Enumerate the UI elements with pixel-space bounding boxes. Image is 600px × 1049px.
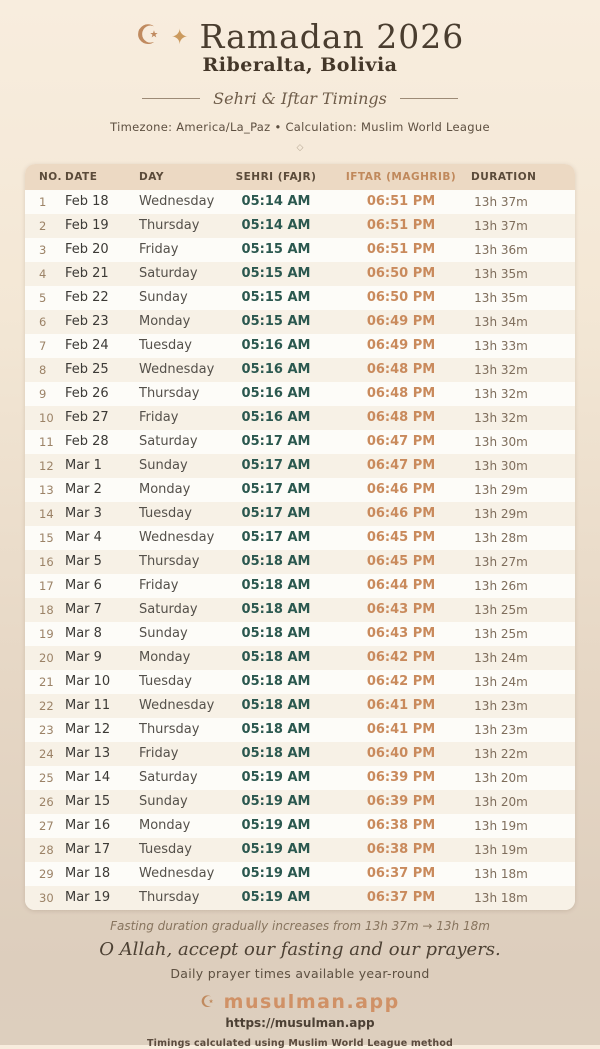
- day-cell: Sunday: [139, 289, 188, 305]
- row-number: 19: [39, 626, 54, 641]
- iftar-time: 06:45 PM: [366, 529, 436, 545]
- table-row: [25, 694, 575, 718]
- date-cell: Feb 21: [65, 265, 109, 281]
- iftar-time: 06:50 PM: [366, 265, 436, 281]
- row-number: 1: [39, 194, 47, 209]
- sehri-time: 05:17 AM: [241, 505, 311, 521]
- iftar-time: 06:46 PM: [366, 481, 436, 497]
- duration-cell: 13h 26m: [474, 578, 528, 593]
- table-row: [25, 598, 575, 622]
- date-cell: Mar 4: [65, 529, 102, 545]
- duration-cell: 13h 20m: [474, 794, 528, 809]
- date-cell: Mar 2: [65, 481, 102, 497]
- date-cell: Mar 18: [65, 865, 111, 881]
- table-row: [25, 646, 575, 670]
- date-cell: Mar 9: [65, 649, 102, 665]
- timings-table: [25, 164, 575, 910]
- date-cell: Feb 18: [65, 193, 109, 209]
- day-cell: Thursday: [139, 721, 200, 737]
- duration-cell: 13h 27m: [474, 554, 528, 569]
- row-number: 12: [39, 458, 54, 473]
- availability-note: Daily prayer times available year-round: [170, 965, 430, 981]
- sehri-time: 05:18 AM: [241, 745, 311, 761]
- day-cell: Sunday: [139, 625, 188, 641]
- dua-text: O Allah, accept our fasting and our prayers.: [99, 938, 501, 960]
- brand-url[interactable]: https://musulman.app: [225, 1015, 375, 1030]
- duration-cell: 13h 18m: [474, 890, 528, 905]
- table-row: [25, 790, 575, 814]
- date-cell: Mar 3: [65, 505, 102, 521]
- row-number: 25: [39, 770, 54, 785]
- sehri-time: 05:18 AM: [241, 577, 311, 593]
- table-row: [25, 742, 575, 766]
- table-row: [25, 526, 575, 550]
- timezone-calculation-meta: Timezone: America/La_Paz • Calculation: Muslim World League: [110, 119, 490, 134]
- date-cell: Mar 12: [65, 721, 111, 737]
- sehri-time: 05:17 AM: [241, 481, 311, 497]
- brand-crescent-icon: ☪: [200, 991, 215, 1011]
- table-row: [25, 190, 575, 214]
- row-number: 24: [39, 746, 54, 761]
- date-cell: Feb 26: [65, 385, 109, 401]
- sehri-time: 05:19 AM: [241, 817, 311, 833]
- iftar-time: 06:49 PM: [366, 313, 436, 329]
- duration-cell: 13h 29m: [474, 506, 528, 521]
- date-cell: Mar 8: [65, 625, 102, 641]
- iftar-time: 06:45 PM: [366, 553, 436, 569]
- sehri-time: 05:14 AM: [241, 193, 311, 209]
- duration-cell: 13h 37m: [474, 218, 528, 233]
- date-cell: Feb 23: [65, 313, 109, 329]
- iftar-time: 06:43 PM: [366, 625, 436, 641]
- sehri-time: 05:18 AM: [241, 721, 311, 737]
- sehri-time: 05:17 AM: [241, 433, 311, 449]
- day-cell: Friday: [139, 409, 179, 425]
- table-row: [25, 310, 575, 334]
- brand-name: musulman.app: [223, 990, 400, 1013]
- row-number: 7: [39, 338, 47, 353]
- iftar-time: 06:37 PM: [366, 889, 436, 905]
- duration-cell: 13h 35m: [474, 266, 528, 281]
- table-row: [25, 838, 575, 862]
- sehri-time: 05:19 AM: [241, 769, 311, 785]
- table-row: [25, 886, 575, 910]
- day-cell: Wednesday: [139, 361, 215, 377]
- row-number: 3: [39, 242, 47, 257]
- iftar-time: 06:37 PM: [366, 865, 436, 881]
- row-number: 30: [39, 890, 54, 905]
- date-cell: Mar 13: [65, 745, 111, 761]
- day-cell: Friday: [139, 745, 179, 761]
- row-number: 15: [39, 530, 54, 545]
- table-row: [25, 502, 575, 526]
- date-cell: Mar 7: [65, 601, 102, 617]
- iftar-time: 06:47 PM: [366, 433, 436, 449]
- row-number: 20: [39, 650, 54, 665]
- day-cell: Monday: [139, 481, 191, 497]
- duration-cell: 13h 25m: [474, 626, 528, 641]
- sehri-time: 05:17 AM: [241, 529, 311, 545]
- row-number: 4: [39, 266, 47, 281]
- page-header: [0, 0, 600, 55]
- row-number: 13: [39, 482, 54, 497]
- column-header-sehri: SEHRI (FAJR): [221, 164, 331, 190]
- day-cell: Monday: [139, 817, 191, 833]
- duration-cell: 13h 34m: [474, 314, 528, 329]
- iftar-time: 06:51 PM: [366, 241, 436, 257]
- row-number: 26: [39, 794, 54, 809]
- sehri-time: 05:16 AM: [241, 385, 311, 401]
- date-cell: Feb 28: [65, 433, 109, 449]
- day-cell: Saturday: [139, 265, 198, 281]
- sehri-time: 05:17 AM: [241, 457, 311, 473]
- column-header-iftar: IFTAR (MAGHRIB): [331, 164, 471, 190]
- duration-cell: 13h 22m: [474, 746, 528, 761]
- day-cell: Wednesday: [139, 193, 215, 209]
- row-number: 27: [39, 818, 54, 833]
- duration-cell: 13h 18m: [474, 866, 528, 881]
- row-number: 5: [39, 290, 47, 305]
- row-number: 28: [39, 842, 54, 857]
- column-header-date: DATE: [63, 164, 133, 190]
- table-row: [25, 814, 575, 838]
- duration-cell: 13h 28m: [474, 530, 528, 545]
- sehri-time: 05:15 AM: [241, 265, 311, 281]
- date-cell: Feb 27: [65, 409, 109, 425]
- sehri-time: 05:18 AM: [241, 673, 311, 689]
- date-cell: Mar 6: [65, 577, 102, 593]
- table-body: [25, 190, 575, 910]
- sehri-time: 05:18 AM: [241, 697, 311, 713]
- day-cell: Saturday: [139, 769, 198, 785]
- iftar-time: 06:44 PM: [366, 577, 436, 593]
- sehri-time: 05:19 AM: [241, 841, 311, 857]
- subtitle-row: [0, 89, 600, 108]
- iftar-time: 06:50 PM: [366, 289, 436, 305]
- day-cell: Tuesday: [139, 673, 192, 689]
- date-cell: Feb 19: [65, 217, 109, 233]
- table-row: [25, 262, 575, 286]
- diamond-ornament-icon: ◇: [296, 142, 304, 153]
- location-title: Riberalta, Bolivia: [202, 53, 398, 76]
- day-cell: Wednesday: [139, 697, 215, 713]
- duration-cell: 13h 29m: [474, 482, 528, 497]
- table-header-row: [25, 164, 575, 190]
- day-cell: Wednesday: [139, 529, 215, 545]
- date-cell: Feb 22: [65, 289, 109, 305]
- row-number: 18: [39, 602, 54, 617]
- calculation-method-note: Timings calculated using Muslim World League method: [146, 1037, 454, 1049]
- duration-cell: 13h 37m: [474, 194, 528, 209]
- fasting-duration-note: Fasting duration gradually increases from 13h 37m → 13h 18m: [110, 918, 490, 933]
- timings-table-card: [25, 164, 575, 910]
- table-row: [25, 478, 575, 502]
- sehri-time: 05:16 AM: [241, 361, 311, 377]
- iftar-time: 06:38 PM: [366, 841, 436, 857]
- duration-cell: 13h 32m: [474, 410, 528, 425]
- iftar-time: 06:51 PM: [366, 217, 436, 233]
- sehri-time: 05:18 AM: [241, 625, 311, 641]
- duration-cell: 13h 19m: [474, 842, 528, 857]
- table-row: [25, 358, 575, 382]
- column-header-day: DAY: [133, 164, 221, 190]
- duration-cell: 13h 32m: [474, 362, 528, 377]
- iftar-time: 06:39 PM: [366, 769, 436, 785]
- table-row: [25, 622, 575, 646]
- row-number: 17: [39, 578, 54, 593]
- duration-cell: 13h 19m: [474, 818, 528, 833]
- duration-cell: 13h 36m: [474, 242, 528, 257]
- sehri-time: 05:19 AM: [241, 793, 311, 809]
- table-row: [25, 214, 575, 238]
- day-cell: Tuesday: [139, 505, 192, 521]
- iftar-time: 06:43 PM: [366, 601, 436, 617]
- row-number: 21: [39, 674, 54, 689]
- sehri-time: 05:16 AM: [241, 409, 311, 425]
- sehri-time: 05:15 AM: [241, 289, 311, 305]
- subtitle: Sehri & Iftar Timings: [213, 88, 387, 108]
- table-row: [25, 406, 575, 430]
- day-cell: Monday: [139, 649, 191, 665]
- sehri-time: 05:15 AM: [241, 313, 311, 329]
- iftar-time: 06:48 PM: [366, 409, 436, 425]
- iftar-time: 06:47 PM: [366, 457, 436, 473]
- date-cell: Mar 5: [65, 553, 102, 569]
- date-cell: Mar 11: [65, 697, 111, 713]
- day-cell: Thursday: [139, 889, 200, 905]
- duration-cell: 13h 30m: [474, 434, 528, 449]
- iftar-time: 06:48 PM: [366, 385, 436, 401]
- page-title: Ramadan 2026: [199, 17, 465, 56]
- iftar-time: 06:39 PM: [366, 793, 436, 809]
- table-row: [25, 382, 575, 406]
- day-cell: Saturday: [139, 433, 198, 449]
- iftar-time: 06:42 PM: [366, 673, 436, 689]
- table-row: [25, 718, 575, 742]
- brand-link[interactable]: [0, 991, 600, 1013]
- day-cell: Wednesday: [139, 865, 215, 881]
- crescent-moon-icon: ☪: [135, 19, 160, 51]
- date-cell: Feb 25: [65, 361, 109, 377]
- date-cell: Mar 16: [65, 817, 111, 833]
- table-row: [25, 286, 575, 310]
- sehri-time: 05:18 AM: [241, 553, 311, 569]
- duration-cell: 13h 25m: [474, 602, 528, 617]
- date-cell: Mar 14: [65, 769, 111, 785]
- iftar-time: 06:46 PM: [366, 505, 436, 521]
- column-header-duration: DURATION: [471, 164, 575, 190]
- day-cell: Thursday: [139, 217, 200, 233]
- duration-cell: 13h 33m: [474, 338, 528, 353]
- divider-line-left: [142, 98, 200, 99]
- sehri-time: 05:14 AM: [241, 217, 311, 233]
- table-row: [25, 766, 575, 790]
- day-cell: Sunday: [139, 793, 188, 809]
- duration-cell: 13h 30m: [474, 458, 528, 473]
- date-cell: Mar 10: [65, 673, 111, 689]
- row-number: 22: [39, 698, 54, 713]
- sehri-time: 05:19 AM: [241, 889, 311, 905]
- iftar-time: 06:42 PM: [366, 649, 436, 665]
- table-row: [25, 550, 575, 574]
- date-cell: Mar 19: [65, 889, 111, 905]
- day-cell: Friday: [139, 241, 179, 257]
- duration-cell: 13h 24m: [474, 674, 528, 689]
- date-cell: Mar 15: [65, 793, 111, 809]
- duration-cell: 13h 20m: [474, 770, 528, 785]
- table-row: [25, 862, 575, 886]
- iftar-time: 06:38 PM: [366, 817, 436, 833]
- day-cell: Tuesday: [139, 841, 192, 857]
- row-number: 9: [39, 386, 47, 401]
- day-cell: Tuesday: [139, 337, 192, 353]
- duration-cell: 13h 24m: [474, 650, 528, 665]
- row-number: 2: [39, 218, 47, 233]
- day-cell: Saturday: [139, 601, 198, 617]
- row-number: 14: [39, 506, 54, 521]
- date-cell: Feb 24: [65, 337, 109, 353]
- table-row: [25, 574, 575, 598]
- date-cell: Feb 20: [65, 241, 109, 257]
- iftar-time: 06:41 PM: [366, 721, 436, 737]
- day-cell: Monday: [139, 313, 191, 329]
- row-number: 16: [39, 554, 54, 569]
- column-header-no: NO.: [25, 164, 63, 190]
- day-cell: Friday: [139, 577, 179, 593]
- iftar-time: 06:51 PM: [366, 193, 436, 209]
- row-number: 23: [39, 722, 54, 737]
- sehri-time: 05:15 AM: [241, 241, 311, 257]
- row-number: 29: [39, 866, 54, 881]
- iftar-time: 06:40 PM: [366, 745, 436, 761]
- divider-line-right: [400, 98, 458, 99]
- sehri-time: 05:18 AM: [241, 601, 311, 617]
- sehri-time: 05:18 AM: [241, 649, 311, 665]
- row-number: 10: [39, 410, 54, 425]
- day-cell: Thursday: [139, 385, 200, 401]
- table-row: [25, 430, 575, 454]
- day-cell: Sunday: [139, 457, 188, 473]
- date-cell: Mar 1: [65, 457, 102, 473]
- iftar-time: 06:49 PM: [366, 337, 436, 353]
- table-row: [25, 238, 575, 262]
- table-row: [25, 454, 575, 478]
- sehri-time: 05:16 AM: [241, 337, 311, 353]
- sehri-time: 05:19 AM: [241, 865, 311, 881]
- iftar-time: 06:41 PM: [366, 697, 436, 713]
- row-number: 8: [39, 362, 47, 377]
- row-number: 11: [39, 434, 54, 449]
- duration-cell: 13h 23m: [474, 722, 528, 737]
- day-cell: Thursday: [139, 553, 200, 569]
- table-row: [25, 670, 575, 694]
- table-row: [25, 334, 575, 358]
- date-cell: Mar 17: [65, 841, 111, 857]
- duration-cell: 13h 32m: [474, 386, 528, 401]
- row-number: 6: [39, 314, 47, 329]
- iftar-time: 06:48 PM: [366, 361, 436, 377]
- duration-cell: 13h 35m: [474, 290, 528, 305]
- duration-cell: 13h 23m: [474, 698, 528, 713]
- sparkle-star-icon: ✦: [170, 24, 189, 49]
